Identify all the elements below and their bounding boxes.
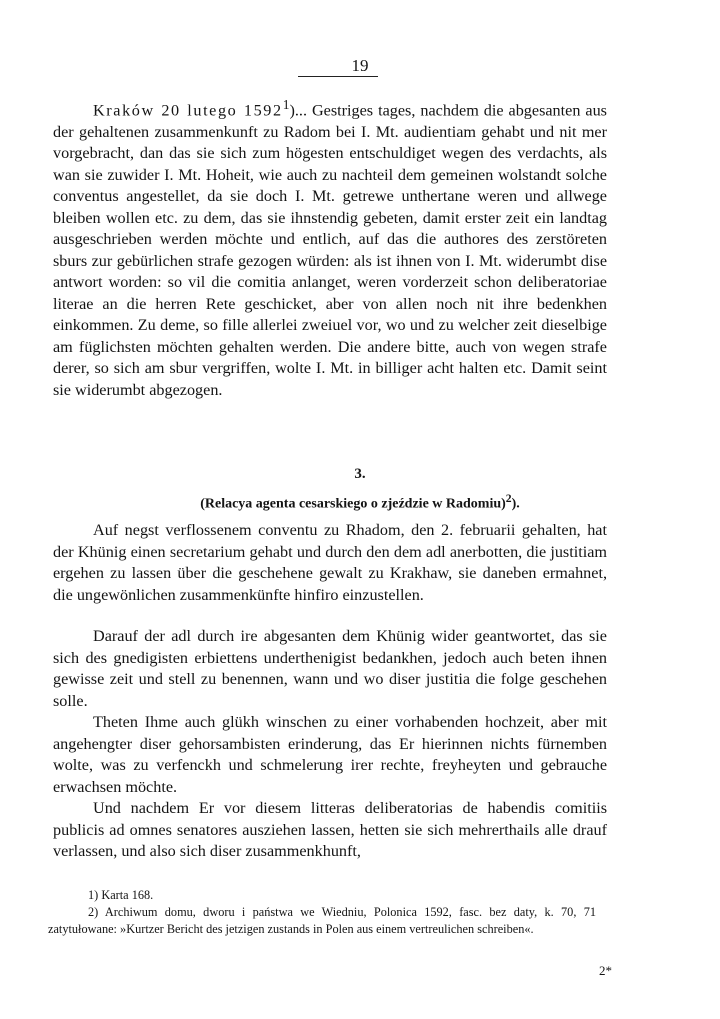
section-title-text: (Relacya agenta cesarskiego o zjeździe w Radomiu): [200, 496, 506, 512]
footnote-ref-1: 1: [282, 97, 290, 112]
section-number: 3.: [354, 466, 366, 482]
intro-paragraph: Kraków 20 lutego 1592$^1$)... Gestriges tages, nachdem die abgesanten aus der gehaltenen zusammenkunft zu Radom bei I. Mt. audientiam gehabt und nit mer vorgebracht, dan das sie sich zum högesten entschuldiget wegen des verdachts, als wan sie zuwider I. Mt. Hoheit, wie auch zu nachteil dem gemeinen wolstandt solche conventus angestellet, da sie doch I. Mt. getrewe unthertane weren und allwege bleiben wollen etc. zu dem, das sie ihnstendig gebeten, damit erster zeit ein landtag ausgeschrieben werden möchte und entlich, auf das die authores des zerstöreten sburs zur gebürlichen strafe gezogen würden: als ist ihnen von I. Mt. widerumbt dise antwort worden: so vil die comitia anlanget, weren vorderzeit schon deliberatoriae literae an die herren Rete geschicket, aber von allen noch nit ihre bedenkhen einkommen. Zu deme, so fille allerlei zweiuel vor, wo und zu welcher zeit dieselbige am füglichsten möchten gehalten werden. Die andere bitte, auch von wegen strafe derer, so sich am sbur vergriffen, wolte I. Mt. in billiger acht halten etc. Damit seint sie widerumbt abgezogen.: [53, 97, 607, 399]
body-paragraph: Und nachdem Er vor diesem litteras deliberatorias de habendis comitiis publicis ad omnes senatores ausziehen lassen, hetten sie sich mehrerthails alle drauf verlassen, und also sich diser zusammenkhunft,: [53, 799, 607, 860]
footnote-mark: 1): [88, 888, 99, 902]
footnote-text: Archiwum domu, dworu i państwa we Wiedniu, Polonica 1592, fasc. bez daty, k. 70, 71 zatytułowane: »Kurtzer Bericht des jetzigen zustands in Polen aus einem vertreulichen schreiben«.: [48, 905, 596, 936]
section-title-end: .: [516, 496, 520, 512]
footnote-2: [48, 904, 596, 938]
footnotes: [48, 887, 596, 938]
body-paragraph: Auf negst verflossenem conventu zu Rhadom, den 2. februarii gehalten, hat der Khünig einen secretarium gehabt und durch den dem adl anerbotten, die justitiam ergehen zu lassen über die geschehene gewalt zu Krakhaw, sie daneben ermahnet, die ungewönlichen zusammenkünfte hinfiro einzustellen.: [53, 521, 607, 604]
section-title: (Relacya agenta cesarskiego o zjeździe w Radomiu)$^2$).: [200, 492, 520, 512]
footnote-1: [48, 887, 596, 904]
intro-text: ... Gestriges tages, nachdem die abgesanten aus der gehaltenen zusammenkunft zu Radom bei I. Mt. audientiam gehabt und nit mer vorgebracht, dan das sie sich zum högesten entschuldiget wegen des verdachts, als wan sie zuwider I. Mt. Hoheit, wie auch zu nachteil dem gemeinen wolstandt solche conventus angestellet, da sie doch I. Mt. getrewe unthertane weren und allwege bleiben wollen etc. zu dem, das sie ihnstendig gebeten, damit erster zeit ein landtag ausgeschrieben werden möchte und entlich, auf das die authores des zerstöreten sburs zur gebürlichen strafe gezogen würden: als ist ihnen von I. Mt. widerumbt dise antwort worden: so vil die comitia anlanget, weren vorderzeit schon deliberatoriae literae an die herren Rete geschicket, aber von allen noch nit ihre bedenkhen einkommen. Zu deme, so fille allerlei zweiuel vor, wo und zu welcher zeit dieselbige am füglichsten möchten gehalten werden. Die andere bitte, auch von wegen strafe derer, so sich am sbur vergriffen, wolte I. Mt. in billiger acht halten etc. Damit seint sie widerumbt abgezogen.: [53, 101, 607, 399]
signature-mark: 2*: [599, 963, 612, 978]
footnote-ref-2: 2: [505, 492, 512, 505]
place-date: Kraków 20 lutego 1592: [93, 101, 283, 120]
header-rule: [298, 76, 378, 77]
footnote-mark: 2): [88, 905, 99, 919]
body-paragraph: Darauf der adl durch ire abgesanten dem Khünig wider geantwortet, das sie sich des gnedigisten erbiettens underthenigist bedankhen, jedoch auch beten ihnen gewisse zeit und stell zu benennen, wann und wo diser justitia die folge geschehen solle.: [53, 627, 607, 710]
footnote-text: Karta 168.: [101, 888, 154, 902]
body-paragraph: Theten Ihme auch glükh winschen zu einer vorhabenden hochzeit, aber mit angehengter diser gehorsambisten erinderung, das Er hierinnen nichts fürnemben wolte, was zu verfenckh und schmelerung irer rechte, freyheyten und gebrauche erwachsen möchte.: [53, 713, 607, 796]
page-number: 19: [351, 56, 369, 75]
